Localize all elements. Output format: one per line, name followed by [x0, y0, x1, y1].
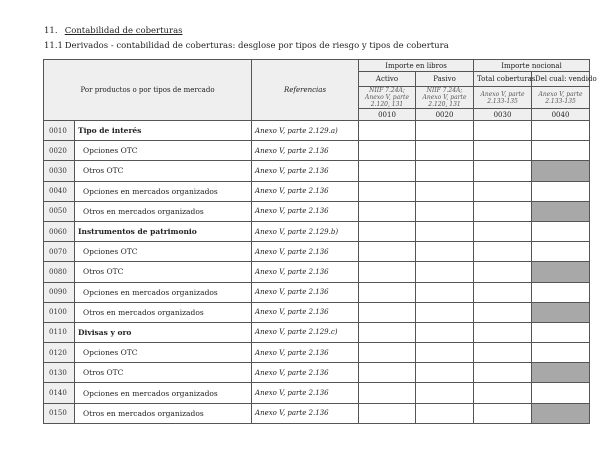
- header-del-cual-vendido: Del cual: vendido: [532, 72, 590, 87]
- header-carrying-amount: Importe en libros: [359, 60, 474, 72]
- row-label: Otros en mercados organizados: [75, 302, 252, 322]
- row-code: 0030: [44, 161, 75, 181]
- cell-del-cual-vendido-na: [532, 403, 590, 423]
- row-code: 0080: [44, 262, 75, 282]
- table-row: [44, 201, 590, 221]
- header-ref-activo: NIIF 7.24A; Anexo V, parte 2.120, 131: [359, 87, 416, 109]
- header-references: Referencias: [252, 60, 359, 121]
- row-reference: Anexo V, parte 2.136: [252, 141, 359, 161]
- cell-pasivo[interactable]: [416, 201, 474, 221]
- header-code-activo: 0010: [359, 109, 416, 121]
- cell-del-cual-vendido[interactable]: [532, 141, 590, 161]
- row-code: 0010: [44, 121, 75, 141]
- cell-activo[interactable]: [359, 141, 416, 161]
- cell-activo[interactable]: [359, 161, 416, 181]
- cell-pasivo[interactable]: [416, 141, 474, 161]
- row-reference: Anexo V, parte 2.136: [252, 201, 359, 221]
- row-label: Otros en mercados organizados: [75, 201, 252, 221]
- row-reference: Anexo V, parte 2.129.b): [252, 221, 359, 241]
- cell-total-coberturas[interactable]: [474, 302, 532, 322]
- header-ref-vendido: Anexo V, parte 2.133-135: [532, 87, 590, 109]
- cell-pasivo[interactable]: [416, 302, 474, 322]
- row-reference: Anexo V, parte 2.136: [252, 383, 359, 403]
- table-row: [44, 322, 590, 342]
- cell-del-cual-vendido[interactable]: [532, 221, 590, 241]
- row-code: 0140: [44, 383, 75, 403]
- header-notional-amount: Importe nocional: [474, 60, 590, 72]
- cell-activo[interactable]: [359, 302, 416, 322]
- cell-total-coberturas[interactable]: [474, 121, 532, 141]
- cell-total-coberturas[interactable]: [474, 282, 532, 302]
- cell-del-cual-vendido-na: [532, 161, 590, 181]
- cell-del-cual-vendido-na: [532, 302, 590, 322]
- cell-del-cual-vendido[interactable]: [532, 242, 590, 262]
- row-reference: Anexo V, parte 2.136: [252, 181, 359, 201]
- cell-del-cual-vendido-na: [532, 262, 590, 282]
- row-code: 0090: [44, 282, 75, 302]
- header-total-coberturas: Total coberturas: [474, 72, 532, 87]
- row-label: Divisas y oro: [75, 322, 252, 342]
- cell-activo[interactable]: [359, 242, 416, 262]
- table-row: [44, 161, 590, 181]
- row-code: 0100: [44, 302, 75, 322]
- cell-activo[interactable]: [359, 262, 416, 282]
- table-row: [44, 121, 590, 141]
- cell-activo[interactable]: [359, 121, 416, 141]
- row-code: 0120: [44, 343, 75, 363]
- cell-total-coberturas[interactable]: [474, 181, 532, 201]
- row-code: 0050: [44, 201, 75, 221]
- row-reference: Anexo V, parte 2.136: [252, 282, 359, 302]
- row-reference: Anexo V, parte 2.136: [252, 363, 359, 383]
- cell-pasivo[interactable]: [416, 181, 474, 201]
- row-label: Opciones en mercados organizados: [75, 383, 252, 403]
- header-activo: Activo: [359, 72, 416, 87]
- cell-pasivo[interactable]: [416, 121, 474, 141]
- cell-del-cual-vendido[interactable]: [532, 181, 590, 201]
- table-row: [44, 282, 590, 302]
- row-label: Otros en mercados organizados: [75, 403, 252, 423]
- row-code: 0130: [44, 363, 75, 383]
- row-label: Otros OTC: [75, 262, 252, 282]
- cell-total-coberturas[interactable]: [474, 343, 532, 363]
- cell-del-cual-vendido[interactable]: [532, 383, 590, 403]
- cell-pasivo[interactable]: [416, 282, 474, 302]
- cell-total-coberturas[interactable]: [474, 363, 532, 383]
- section-number: 11.: [44, 26, 58, 36]
- row-reference: Anexo V, parte 2.129.a): [252, 121, 359, 141]
- cell-pasivo[interactable]: [416, 363, 474, 383]
- cell-pasivo[interactable]: [416, 242, 474, 262]
- row-code: 0020: [44, 141, 75, 161]
- cell-pasivo[interactable]: [416, 343, 474, 363]
- subsection-number: 11.1: [44, 41, 63, 51]
- cell-del-cual-vendido[interactable]: [532, 282, 590, 302]
- cell-activo[interactable]: [359, 403, 416, 423]
- header-code-vendido: 0040: [532, 109, 590, 121]
- cell-pasivo[interactable]: [416, 383, 474, 403]
- row-reference: Anexo V, parte 2.136: [252, 262, 359, 282]
- cell-pasivo[interactable]: [416, 221, 474, 241]
- cell-total-coberturas[interactable]: [474, 201, 532, 221]
- row-code: 0150: [44, 403, 75, 423]
- row-label: Instrumentos de patrimonio: [75, 221, 252, 241]
- cell-activo[interactable]: [359, 383, 416, 403]
- cell-activo[interactable]: [359, 363, 416, 383]
- row-code: 0040: [44, 181, 75, 201]
- section-title: Contabilidad de coberturas: [64, 26, 183, 36]
- table-row: [44, 302, 590, 322]
- cell-del-cual-vendido[interactable]: [532, 343, 590, 363]
- table-row: [44, 383, 590, 403]
- cell-activo[interactable]: [359, 322, 416, 342]
- cell-total-coberturas[interactable]: [474, 383, 532, 403]
- subsection-heading: [44, 41, 449, 51]
- header-code-pasivo: 0020: [416, 109, 474, 121]
- section-heading: [44, 26, 183, 36]
- row-code: 0110: [44, 322, 75, 342]
- header-pasivo: Pasivo: [416, 72, 474, 87]
- row-label: Otros OTC: [75, 161, 252, 181]
- row-label: Tipo de interés: [75, 121, 252, 141]
- cell-activo[interactable]: [359, 221, 416, 241]
- cell-activo[interactable]: [359, 282, 416, 302]
- cell-pasivo[interactable]: [416, 161, 474, 181]
- row-label: Opciones OTC: [75, 343, 252, 363]
- header-code-total: 0030: [474, 109, 532, 121]
- row-label: Otros OTC: [75, 363, 252, 383]
- cell-activo[interactable]: [359, 201, 416, 221]
- table-row: [44, 181, 590, 201]
- hedge-accounting-table: [43, 59, 597, 424]
- cell-pasivo[interactable]: [416, 403, 474, 423]
- header-products: Por productos o por tipos de mercado: [44, 60, 252, 121]
- row-reference: Anexo V, parte 2.136: [252, 302, 359, 322]
- cell-del-cual-vendido[interactable]: [532, 121, 590, 141]
- header-ref-total: Anexo V, parte 2.133-135: [474, 87, 532, 109]
- cell-pasivo[interactable]: [416, 322, 474, 342]
- table-row: [44, 242, 590, 262]
- cell-pasivo[interactable]: [416, 262, 474, 282]
- cell-total-coberturas[interactable]: [474, 221, 532, 241]
- cell-activo[interactable]: [359, 181, 416, 201]
- cell-total-coberturas[interactable]: [474, 161, 532, 181]
- table-row: [44, 262, 590, 282]
- cell-total-coberturas[interactable]: [474, 262, 532, 282]
- cell-del-cual-vendido-na: [532, 201, 590, 221]
- row-code: 0060: [44, 221, 75, 241]
- row-reference: Anexo V, parte 2.136: [252, 242, 359, 262]
- cell-total-coberturas[interactable]: [474, 322, 532, 342]
- table-row: [44, 363, 590, 383]
- row-reference: Anexo V, parte 2.136: [252, 403, 359, 423]
- cell-total-coberturas[interactable]: [474, 403, 532, 423]
- table-row: [44, 141, 590, 161]
- cell-del-cual-vendido-na: [532, 363, 590, 383]
- cell-del-cual-vendido[interactable]: [532, 322, 590, 342]
- cell-activo[interactable]: [359, 343, 416, 363]
- table-row: [44, 221, 590, 241]
- row-label: Opciones en mercados organizados: [75, 282, 252, 302]
- header-ref-pasivo: NIIF 7.24A; Anexo V, parte 2.120, 131: [416, 87, 474, 109]
- table-row: [44, 403, 590, 423]
- row-label: Opciones OTC: [75, 242, 252, 262]
- row-reference: Anexo V, parte 2.136: [252, 343, 359, 363]
- row-code: 0070: [44, 242, 75, 262]
- row-label: Opciones OTC: [75, 141, 252, 161]
- row-reference: Anexo V, parte 2.129.c): [252, 322, 359, 342]
- subsection-title: Derivados - contabilidad de coberturas: desglose por tipos de riesgo y tipos de cobertura: [64, 41, 449, 51]
- row-reference: Anexo V, parte 2.136: [252, 161, 359, 181]
- row-label: Opciones en mercados organizados: [75, 181, 252, 201]
- table-row: [44, 343, 590, 363]
- cell-total-coberturas[interactable]: [474, 242, 532, 262]
- cell-total-coberturas[interactable]: [474, 141, 532, 161]
